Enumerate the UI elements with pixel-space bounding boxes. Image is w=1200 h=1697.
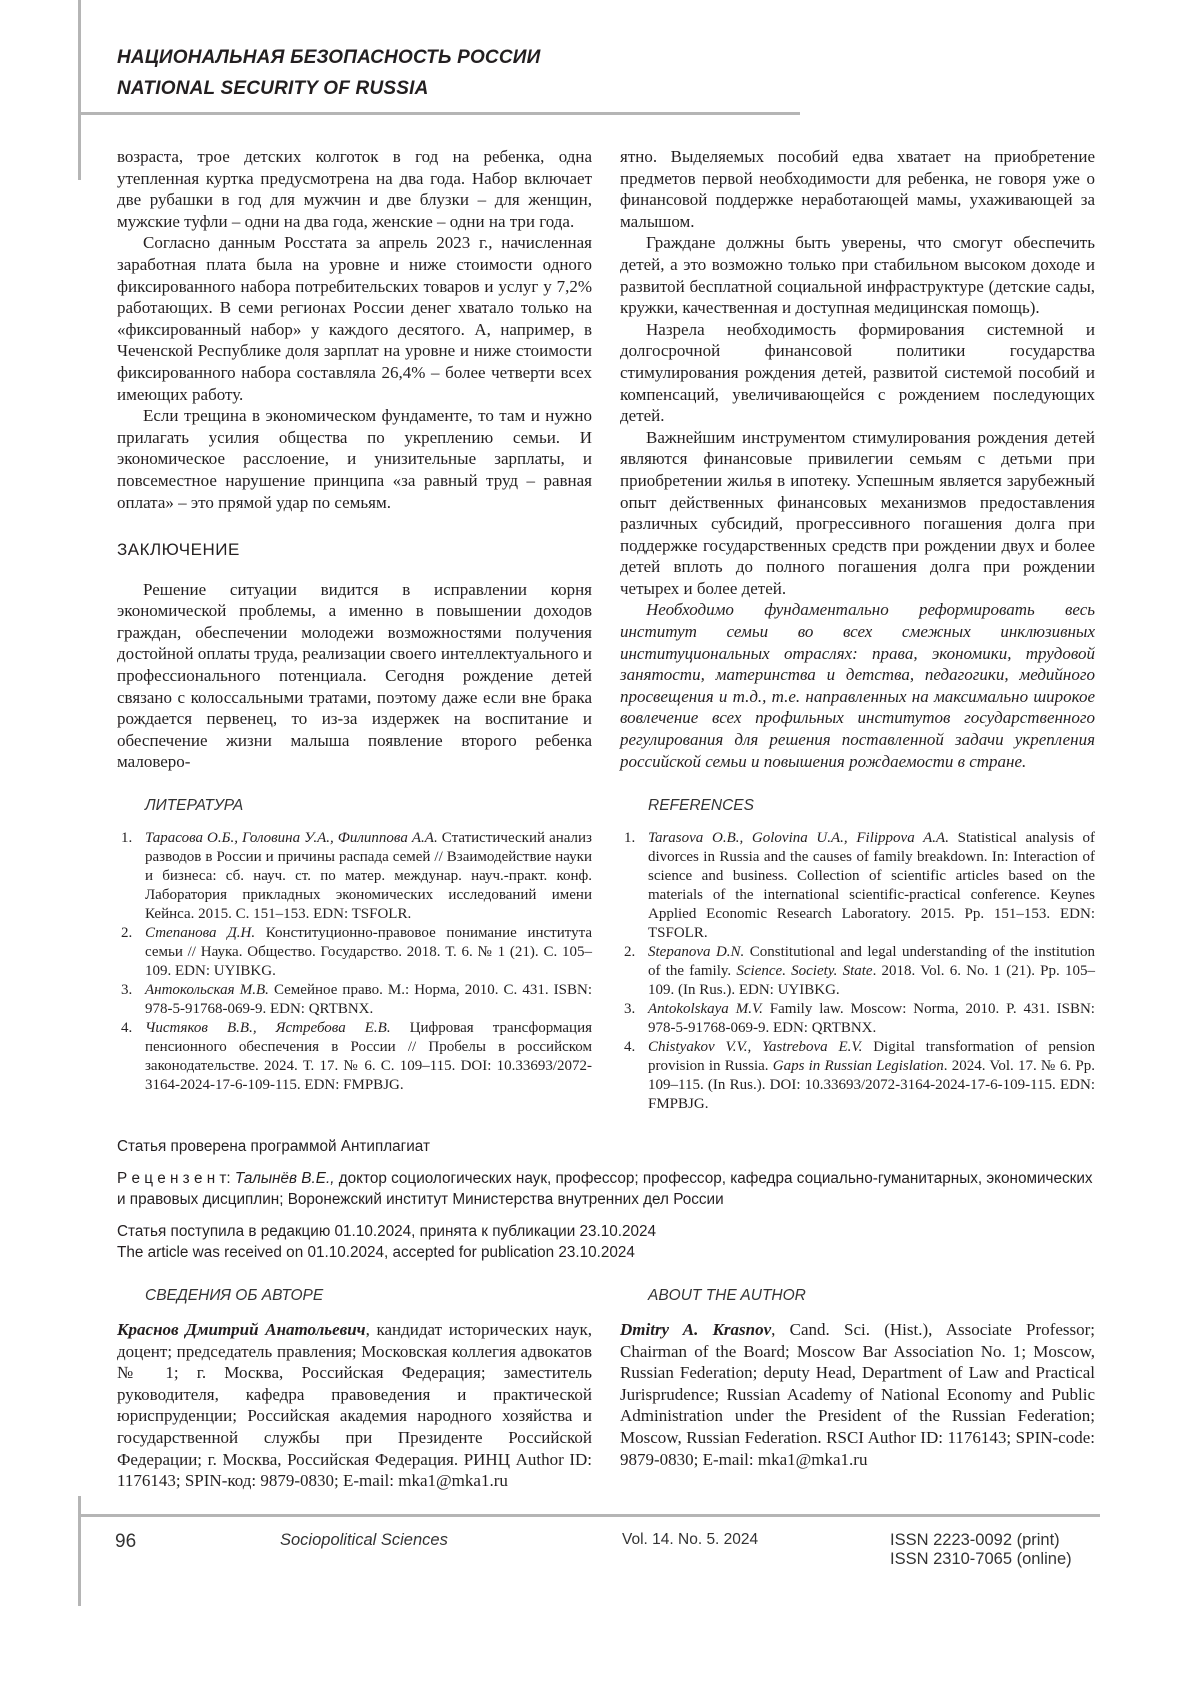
author-en-name: Dmitry A. Krasnov	[620, 1320, 772, 1340]
reference-authors: Chistyakov V.V., Yastrebova E.V.	[648, 1039, 863, 1056]
reviewer-name: Талынёв В.Е.,	[234, 1170, 335, 1188]
paragraph: ятно. Выделяемых пособий едва хватает на приобретение предметов первой необходимости для ребенка, не говоря уже о финансовой поддержке неработающей мамы, ухаживающей за малышом.	[620, 147, 1095, 231]
reference-tail: . 2018. Vol. 6. No. 1 (21). Pp. 105–109. (In Rus.). EDN: UYIBKG.	[648, 963, 1095, 999]
received-en: The article was received on 01.10.2024, accepted for publication 23.10.2024	[117, 1244, 635, 1262]
author-info	[117, 1287, 1095, 1492]
reference-number: 2.	[121, 925, 133, 942]
notes	[117, 1136, 1095, 1263]
references-ru-heading: ЛИТЕРАТУРА	[145, 797, 244, 815]
footer-issn-online: ISSN 2310-7065 (online)	[890, 1549, 1072, 1568]
footer-journal: Sociopolitical Sciences	[280, 1530, 448, 1549]
footer-row	[115, 1531, 1100, 1569]
references	[117, 797, 1095, 1114]
reference-item	[620, 943, 1095, 1000]
page-number: 96	[115, 1530, 137, 1552]
paragraph-italic-conclusion: Необходимо фундаментально реформировать весь институт семьи во всех смежных инклюзивных институциональных отраслях: права, экономики, трудовой занятости, материнства и детства, педагогики, медийного просвещения и т.д., т.е. направленных на максимально широкое вовлечение всех профильных институтов государственного регулирования для решения поставленной задачи укрепления российской семьи и повышения рождаемости в стране.	[620, 600, 1095, 771]
reference-authors: Tarasova O.B., Golovina U.A., Filippova A.A.	[648, 830, 949, 847]
paragraph: Граждане должны быть уверены, что смогут обеспечить детей, а это возможно только при стабильном высоком доходе и развитой бесплатной социальной инфраструктуре (детские сады, кружки, качественная и доступная медицинская помощь).	[620, 233, 1095, 318]
header-horizontal-rule	[78, 112, 800, 115]
author-ru-heading: СВЕДЕНИЯ ОБ АВТОРЕ	[145, 1287, 324, 1305]
reference-authors: Степанова Д.Н.	[145, 925, 256, 942]
reference-text: Statistical analysis of divorces in Russia and the causes of family breakdown. In: Interaction of science and business. Collection of scientific articles based on the materials of the international scientific-practical conference. Keynes Applied Economic Research Laboratory. 2015. Pp. 151–153. EDN: TSFOLR.	[648, 830, 1095, 942]
footer-vertical-rule	[78, 1496, 81, 1606]
reviewer-text: доктор социологических наук, профессор; профессор, кафедра социально-гуманитарных, экономических и правовых дисциплин; Воронежский институт Министерства внутренних дел России	[117, 1170, 1093, 1209]
footer-volume: Vol. 14. No. 5. 2024	[622, 1530, 759, 1548]
reference-text: Статистический анализ разводов в России и причины распада семей // Взаимодействие науки и бизнеса: сб. науч. ст. по матер. междунар. науч.-практ. конф. Лаборатория прикладных экономических исследований имени Кейнса. 2015. С. 151–153. EDN: TSFOLR.	[145, 830, 592, 923]
body-columns	[117, 146, 1095, 773]
author-ru-info	[117, 1319, 592, 1492]
reference-number: 3.	[121, 982, 133, 999]
reference-text: Family law. Moscow: Norma, 2010. P. 431. ISBN: 978-5-91768-069-9. EDN: QRTBNX.	[648, 1001, 1095, 1037]
references-en	[620, 797, 1095, 1114]
reference-authors: Antokolskaya M.V.	[648, 1001, 763, 1018]
reference-item	[117, 981, 592, 1019]
references-ru	[117, 797, 592, 1114]
received-ru: Статья поступила в редакцию 01.10.2024, принята к публикации 23.10.2024	[117, 1223, 657, 1241]
author-ru-name: Краснов Дмитрий Анатольевич	[117, 1320, 366, 1340]
paragraph: Важнейшим инструментом стимулирования рождения детей являются финансовые привилегии семьям с детьми при приобретении жилья в ипотеку. Успешным является зарубежный опыт действенных финансовых механизмов предоставления различных субсидий, прогрессивного погашения долга при поддержке государственных средств при рождении двух и более детей вплоть до полного погашения долга при рождении четырех и более детей.	[620, 427, 1095, 598]
reference-number: 3.	[624, 1001, 636, 1018]
paragraph: Если трещина в экономическом фундаменте, то там и нужно прилагать усилия общества по укреплению семьи. И экономическое расслоение, и унизительные зарплаты, и повсеместное нарушение принципа «за равный труд – равная оплата» – это прямой удар по семьям.	[117, 406, 592, 512]
reference-item	[117, 829, 592, 924]
reference-item	[620, 829, 1095, 943]
reference-authors: Stepanova D.N.	[648, 944, 745, 961]
page-footer	[0, 1514, 1200, 1609]
paragraph: Назрела необходимость формирования системной и долгосрочной финансовой политики государства стимулирования рождения детей, развитой системой пособий и компенсаций, увеличивающейся с рождением последующих детей.	[620, 319, 1095, 426]
reference-authors: Чистяков В.В., Ястребова Е.В.	[145, 1020, 391, 1037]
reviewer-note	[117, 1168, 1095, 1210]
references-en-list	[620, 829, 1095, 1114]
reference-source: Gaps in Russian Legislation	[772, 1058, 944, 1075]
left-column	[117, 146, 592, 773]
right-column	[620, 146, 1095, 773]
reference-authors: Тарасова О.Б., Головина У.А., Филиппова А.А.	[145, 830, 438, 847]
author-ru	[117, 1287, 592, 1492]
paragraph: Согласно данным Росстата за апрель 2023 г., начисленная заработная плата была на уровне и ниже стоимости одного фиксированного набора потребительских товаров и услуг у 7,2% работающих. В семи регионах России денег хватало только на «фиксированный набор» у каждого десятого. А, например, в Чеченской Республике доля зарплат на уровне и ниже стоимости фиксированного набора составляла 26,4% – более четверти всех имеющих работу.	[117, 233, 592, 404]
reference-text: Цифровая трансформация пенсионного обеспечения в России // Пробелы в российском законодательстве. 2024. Т. 17. № 6. С. 109–115. DOI: 10.33693/2072-3164-2024-17-6-109-115. EDN: FMPBJG.	[145, 1020, 592, 1094]
author-en-text: , Cand. Sci. (Hist.), Associate Professor; Chairman of the Board; Moscow Bar Association No. 1; Moscow, Russian Federation; deputy Head, Department of Law and Practical Jurisprudence; Russian Academy of National Economy and Public Administration under the President of the Russian Federation; Moscow, Russian Federation. RSCI Author ID: 1176143; SPIN-code: 9879-0830; E-mail: mka1@mka1.ru	[620, 1320, 1095, 1469]
author-en	[620, 1287, 1095, 1492]
footer-horizontal-rule	[78, 1514, 1100, 1517]
reference-authors: Антокольская М.В.	[145, 982, 269, 999]
reference-number: 4.	[121, 1020, 133, 1037]
reference-tail: . 2024. Vol. 17. № 6. Pp. 109–115. (In Rus.). DOI: 10.33693/2072-3164-2024-17-6-109-115. EDN: FMPBJG.	[648, 1058, 1095, 1113]
references-ru-list	[117, 829, 592, 1095]
paragraph: возраста, трое детских колготок в год на ребенка, одна утепленная куртка предусмотрена на два года. Набор включает две рубашки в год для мужчин и две блузки – для женщин, мужские туфли – одни на два года, женские – одни на три года.	[117, 147, 592, 231]
reviewer-label: Р е ц е н з е н т:	[117, 1170, 231, 1188]
footer-issn-print: ISSN 2223-0092 (print)	[890, 1530, 1060, 1549]
reference-item	[117, 924, 592, 981]
reference-number: 1.	[624, 830, 636, 847]
page-header	[0, 0, 1200, 112]
bottom-margin	[0, 1569, 1200, 1609]
reference-number: 4.	[624, 1039, 636, 1056]
reference-item	[117, 1019, 592, 1095]
antiplagiat-note: Статья проверена программой Антиплагиат	[117, 1138, 430, 1156]
author-ru-text: , кандидат исторических наук, доцент; председатель правления; Московская коллегия адвокатов № 1; г. Москва, Российская Федерация; заместитель руководителя, кафедра правоведения и практической юриспруденции; Российская академия народного хозяйства и государственной службы при Президенте Российской Федерации; г. Москва, Российская Федерация. РИНЦ Author ID: 1176143; SPIN-код: 9879-0830; E-mail: mka1@mka1.ru	[117, 1320, 593, 1491]
reference-text: Digital transformation of pension provision in Russia.	[648, 1039, 1095, 1075]
reference-number: 1.	[121, 830, 133, 847]
author-en-heading: ABOUT THE AUTHOR	[648, 1287, 806, 1305]
reference-text: Семейное право. М.: Норма, 2010. С. 431. ISBN: 978-5-91768-069-9. EDN: QRTBNX.	[145, 982, 593, 1018]
section-heading-conclusion: ЗАКЛЮЧЕНИЕ	[117, 540, 240, 560]
reference-item	[620, 1038, 1095, 1114]
reference-text: Конституционно-правовое понимание института семьи // Наука. Общество. Государство. 2018. Т. 6. № 1 (21). С. 105–109. EDN: UYIBKG.	[145, 925, 592, 980]
reference-source: Science. Society. State	[736, 963, 873, 980]
reference-number: 2.	[624, 944, 636, 961]
author-en-info	[620, 1319, 1095, 1470]
reference-item	[620, 1000, 1095, 1038]
footer-issn	[890, 1531, 1072, 1569]
references-en-heading: REFERENCES	[648, 797, 754, 815]
reference-text: Constitutional and legal understanding of the institution of the family.	[648, 944, 1095, 980]
paragraph-conclusion: Решение ситуации видится в исправлении корня экономической проблемы, а именно в повышении доходов граждан, обеспечении молодежи возможностями получения достойной оплаты труда, реализации своего интеллектуального и профессионального потенциала. Сегодня рождение детей связано с колоссальными тратами, поэтому даже если вне брака рождается первенец, то из-за издержек на воспитание и обеспечение жизни малыша появление второго ребенка маловеро-	[117, 579, 592, 772]
journal-title-en: NATIONAL SECURITY OF RUSSIA	[117, 78, 429, 99]
journal-title-ru: НАЦИОНАЛЬНАЯ БЕЗОПАСНОСТЬ РОССИИ	[117, 47, 541, 68]
